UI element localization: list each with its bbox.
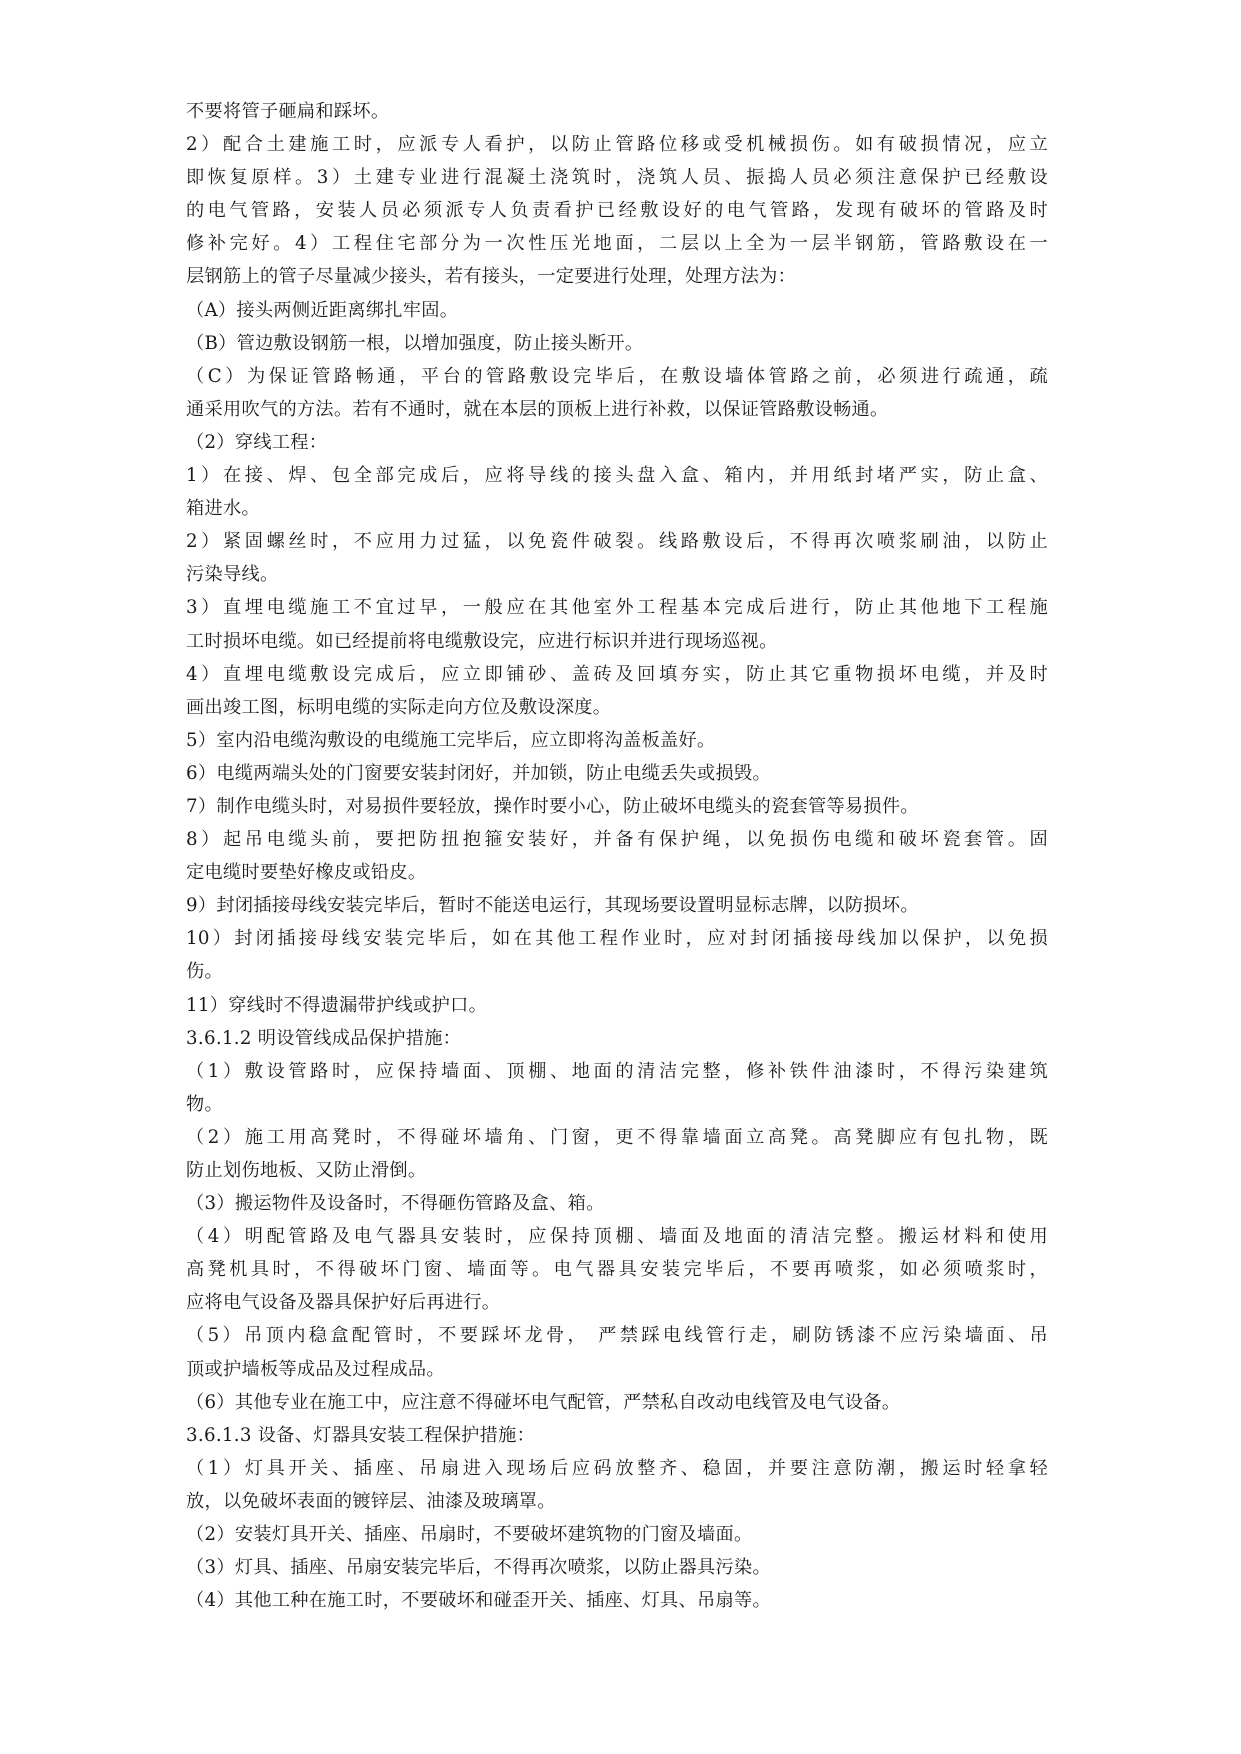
text-line: 2）配合土建施工时，应派专人看护，以防止管路位移或受机械损伤。如有破损情况，应立 — [186, 134, 1048, 156]
text-line: 应将电气设备及器具保护好后再进行。 — [186, 1292, 501, 1314]
paragraph — [186, 989, 1048, 1022]
paragraph — [186, 790, 1048, 823]
text-line: （1）灯具开关、插座、吊扇进入现场后应码放整齐、稳固，并要注意防潮，搬运时轻拿轻 — [186, 1457, 1048, 1479]
text-line: 9）封闭插接母线安装完毕后，暂时不能送电运行，其现场要设置明显标志牌，以防损坏。 — [186, 895, 919, 917]
text-line: 7）制作电缆头时，对易损件要轻放，操作时要小心，防止破坏电缆头的瓷套管等易损件。 — [186, 795, 919, 817]
paragraph — [186, 889, 1048, 922]
text-line: 4）直埋电缆敷设完成后，应立即铺砂、盖砖及回填夯实，防止其它重物损坏电缆，并及时 — [186, 663, 1048, 685]
text-line: 即恢复原样。3）土建专业进行混凝土浇筑时，浇筑人员、振捣人员必须注意保护已经敷设 — [186, 167, 1048, 189]
text-line: （5）吊顶内稳盒配管时，不要踩坏龙骨， 严禁踩电线管行走，刷防锈漆不应污染墙面、吊 — [186, 1325, 1048, 1347]
text-line: 的电气管路，安装人员必须派专人负责看护已经敷设好的电气管路，发现有破坏的管路及时 — [186, 200, 1048, 222]
text-line: （2）施工用高凳时，不得碰坏墙角、门窗，更不得靠墙面立高凳。高凳脚应有包扎物，既 — [186, 1126, 1048, 1148]
text-line: 工时损坏电缆。如已经提前将电缆敷设完，应进行标识并进行现场巡视。 — [186, 630, 778, 652]
text-line: （3）灯具、插座、吊扇安装完毕后，不得再次喷浆，以防止器具污染。 — [186, 1557, 771, 1579]
text-line: （3）搬运物件及设备时，不得砸伤管路及盒、箱。 — [186, 1193, 605, 1215]
text-line: 污染导线。 — [186, 564, 279, 586]
paragraph — [186, 1055, 1048, 1121]
text-line: 修补完好。4）工程住宅部分为一次性压光地面，二层以上全为一层半钢筋，管路敷设在一 — [186, 233, 1048, 255]
text-line: （2）穿线工程： — [186, 431, 328, 453]
text-line: 11）穿线时不得遗漏带护线或护口。 — [186, 994, 488, 1016]
paragraph — [186, 1518, 1048, 1551]
paragraph — [186, 1187, 1048, 1220]
text-line: （4）其他工种在施工时，不要破坏和碰歪开关、插座、灯具、吊扇等。 — [186, 1590, 771, 1612]
paragraph — [186, 459, 1048, 525]
text-line: 10）封闭插接母线安装完毕后，如在其他工程作业时，应对封闭插接母线加以保护，以免损 — [186, 928, 1048, 950]
paragraph — [186, 1319, 1048, 1385]
text-line: （1）敷设管路时，应保持墙面、顶棚、地面的清洁完整，修补铁件油漆时，不得污染建筑 — [186, 1060, 1048, 1082]
paragraph — [186, 327, 1048, 360]
paragraph — [186, 1220, 1048, 1319]
body-text — [186, 95, 1048, 1617]
paragraph — [186, 591, 1048, 657]
text-line: 画出竣工图，标明电缆的实际走向方位及敷设深度。 — [186, 696, 612, 718]
paragraph — [186, 1419, 1048, 1452]
paragraph — [186, 1121, 1048, 1187]
text-line: 3）直埋电缆施工不宜过早，一般应在其他室外工程基本完成后进行，防止其他地下工程施 — [186, 597, 1048, 619]
paragraph — [186, 95, 1048, 128]
paragraph — [186, 360, 1048, 426]
text-line: （4）明配管路及电气器具安装时，应保持顶棚、墙面及地面的清洁完整。搬运材料和使用 — [186, 1226, 1048, 1248]
paragraph — [186, 1386, 1048, 1419]
paragraph — [186, 1452, 1048, 1518]
text-line: 3.6.1.2 明设管线成品保护措施： — [186, 1027, 462, 1049]
text-line: 高凳机具时，不得破坏门窗、墙面等。电气器具安装完毕后，不要再喷浆，如必须喷浆时， — [186, 1259, 1048, 1281]
text-line: 5）室内沿电缆沟敷设的电缆施工完毕后，应立即将沟盖板盖好。 — [186, 729, 716, 751]
text-line: 通采用吹气的方法。若有不通时，就在本层的顶板上进行补救，以保证管路敷设畅通。 — [186, 398, 889, 420]
text-line: （C）为保证管路畅通，平台的管路敷设完毕后，在敷设墙体管路之前，必须进行疏通，疏 — [186, 365, 1048, 387]
text-line: 不要将管子砸扁和踩坏。 — [186, 101, 390, 122]
paragraph — [186, 1584, 1048, 1617]
paragraph — [186, 128, 1048, 293]
text-line: 箱进水。 — [186, 498, 260, 520]
text-line: 防止划伤地板、又防止滑倒。 — [186, 1160, 427, 1181]
paragraph — [186, 1551, 1048, 1584]
text-line: （2）安装灯具开关、插座、吊扇时，不要破坏建筑物的门窗及墙面。 — [186, 1524, 753, 1546]
paragraph — [186, 294, 1048, 327]
text-line: 层钢筋上的管子尽量减少接头，若有接头，一定要进行处理，处理方法为： — [186, 266, 797, 288]
text-line: 伤。 — [186, 961, 223, 983]
paragraph — [186, 658, 1048, 724]
text-line: 2）紧固螺丝时，不应用力过猛，以免瓷件破裂。线路敷设后，不得再次喷浆刷油，以防止 — [186, 531, 1048, 553]
text-line: 放，以免破坏表面的镀锌层、油漆及玻璃罩。 — [186, 1490, 556, 1512]
paragraph — [186, 426, 1048, 459]
paragraph — [186, 823, 1048, 889]
text-line: （A）接头两侧近距离绑扎牢固。 — [186, 299, 459, 321]
text-line: 8）起吊电缆头前，要把防扭抱箍安装好，并备有保护绳，以免损伤电缆和破坏瓷套管。固 — [186, 829, 1048, 851]
paragraph — [186, 525, 1048, 591]
text-line: 顶或护墙板等成品及过程成品。 — [186, 1358, 445, 1380]
paragraph — [186, 922, 1048, 988]
text-line: 3.6.1.3 设备、灯器具安装工程保护措施： — [186, 1424, 536, 1446]
paragraph — [186, 757, 1048, 790]
text-line: 1）在接、焊、包全部完成后，应将导线的接头盘入盒、箱内，并用纸封堵严实，防止盒、 — [186, 465, 1048, 487]
text-line: （6）其他专业在施工中，应注意不得碰坏电气配管，严禁私自改动电线管及电气设备。 — [186, 1391, 901, 1413]
paragraph — [186, 724, 1048, 757]
paragraph — [186, 1022, 1048, 1055]
text-line: 6）电缆两端头处的门窗要安装封闭好，并加锁，防止电缆丢失或损毁。 — [186, 762, 771, 784]
text-line: 物。 — [186, 1093, 223, 1115]
text-line: （B）管边敷设钢筋一根，以增加强度，防止接头断开。 — [186, 332, 644, 354]
text-line: 定电缆时要垫好橡皮或铅皮。 — [186, 862, 427, 884]
